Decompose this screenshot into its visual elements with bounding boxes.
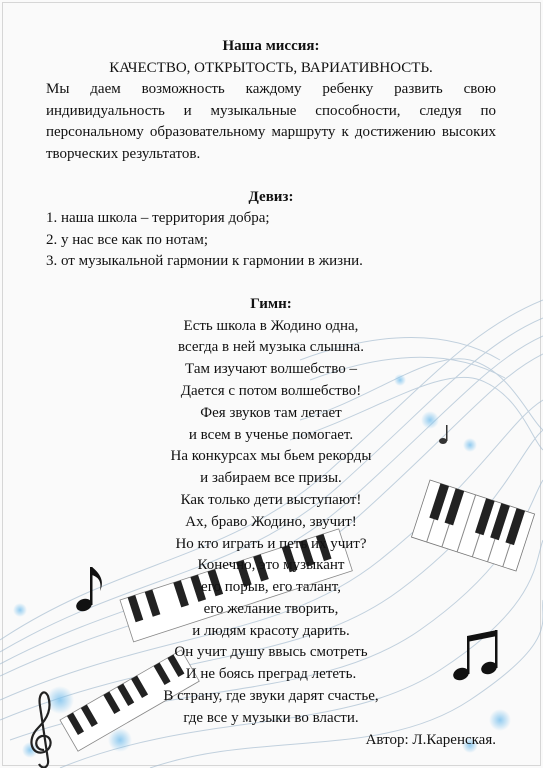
motto-item: 2. у нас все как по нотам; <box>46 231 209 248</box>
mission-values: КАЧЕСТВО, ОТКРЫТОСТЬ, ВАРИАТИВНОСТЬ. <box>109 59 433 76</box>
anthem-line: где все у музыки во власти. <box>183 709 359 726</box>
motto-heading: Девиз: <box>248 188 294 205</box>
anthem-line: Он учит душу ввысь смотреть <box>174 644 368 661</box>
anthem-line: Есть школа в Жодино одна, <box>183 317 359 334</box>
anthem-line: И не боясь преград лететь. <box>185 666 357 683</box>
anthem-line: и людям красоту дарить. <box>192 622 350 639</box>
anthem-line: Ах, браво Жодино, звучит! <box>185 513 357 530</box>
anthem-line: В страну, где звуки дарят счастье, <box>163 688 379 705</box>
anthem-verses <box>46 316 496 730</box>
anthem-line: всегда в ней музыка слышна. <box>178 339 364 356</box>
anthem-heading: Гимн: <box>250 295 292 312</box>
anthem-line: Дается с потом волшебство! <box>180 382 362 399</box>
anthem-line: его порыв, его талант, <box>201 579 341 596</box>
anthem-line: Фея звуков там летает <box>200 404 342 421</box>
anthem-line: Но кто играть и петь их учит? <box>175 535 367 552</box>
motto-item: 1. наша школа – территория добра; <box>46 210 270 227</box>
anthem-line: его желание творить, <box>203 600 339 617</box>
mission-text: Мы даем возможность каждому ребенку развить свою индивидуальность и музыкальные способности, следуя по персональному образовательному маршруту к достижению высоких творческих результатов. <box>46 81 496 162</box>
document-body <box>46 36 496 751</box>
anthem-line: Как только дети выступают! <box>180 491 362 508</box>
motto-item: 3. от музыкальной гармонии к гармонии в жизни. <box>46 253 363 270</box>
anthem-line: Там изучают волшебство – <box>185 361 357 378</box>
anthem-line: и забираем все призы. <box>200 470 342 487</box>
anthem-line: Конечно, это музыкант <box>197 557 345 574</box>
mission-heading: Наша миссия: <box>222 38 320 54</box>
anthem-author: Автор: Л.Каренская. <box>365 731 496 748</box>
anthem-line: и всем в ученье помогает. <box>188 426 354 443</box>
anthem-line: На конкурсах мы бьем рекорды <box>170 448 372 465</box>
